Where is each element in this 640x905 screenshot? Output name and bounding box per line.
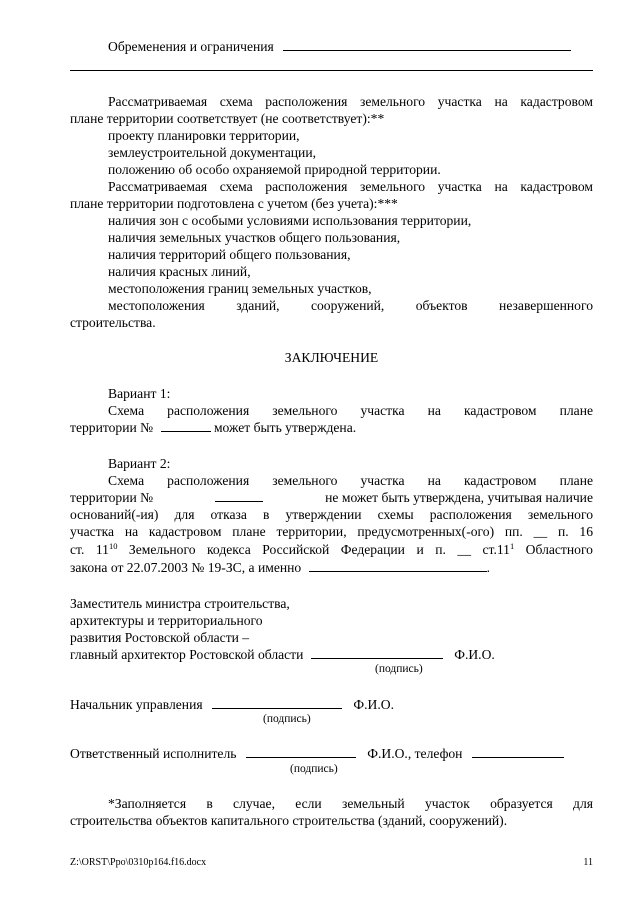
variant1-line2-start: территории №: [70, 420, 154, 435]
executor-phone-blank: [472, 745, 564, 758]
encumbrances-line: [108, 38, 593, 55]
encumbrances-label: Обременения и ограничения: [108, 39, 274, 54]
variant2-line5: [70, 541, 593, 558]
signature-caption: (подпись): [375, 663, 423, 675]
variant2-line2: [70, 489, 593, 506]
footnote-line1: *Заполняется в случае, если земельный участок образуется для: [108, 796, 593, 811]
variant2-line6-end: .: [486, 560, 491, 575]
compliance-item: положению об особо охраняемой природной территории.: [108, 162, 441, 177]
conclusion-title: ЗАКЛЮЧЕНИЕ: [284, 350, 379, 365]
variant2-line1: Схема расположения земельного участка на кадастровом плане: [108, 473, 593, 488]
compliance-item: землеустроительной документации,: [108, 145, 317, 160]
superscript-1: 1: [509, 541, 515, 551]
chief-architect-fio: Ф.И.О.: [454, 647, 495, 662]
signature-caption: (подпись): [290, 763, 338, 775]
superscript-10: 10: [108, 541, 118, 551]
variant1-line2-end: может быть утверждена.: [213, 420, 357, 435]
variant2-line3: оснований(-ия) для отказа в утверждении схемы расположения земельного: [70, 507, 593, 522]
deputy-title-line: Заместитель министра строительства,: [70, 596, 290, 611]
variant2-line6: [70, 559, 593, 576]
prepared-item: наличия красных линий,: [108, 264, 251, 279]
deputy-title-line: развития Ростовской области –: [70, 630, 250, 645]
variant2-line5-start: ст. 11: [70, 542, 109, 557]
reasons-blank: [309, 559, 487, 572]
executor-fio: Ф.И.О., телефон: [367, 746, 463, 761]
variant2-line5-end: Областного: [514, 542, 593, 557]
prepared-last-cont: строительства.: [70, 315, 156, 330]
head-fio: Ф.И.О.: [353, 697, 394, 712]
chief-architect-signature-blank: [311, 646, 443, 659]
executor-line: [70, 745, 593, 762]
prepared-item: наличия земельных участков общего пользования,: [108, 230, 401, 245]
prepared-item: наличия территорий общего пользования,: [108, 247, 351, 262]
variant2-line2-start: территории №: [70, 490, 154, 505]
variant2-line5-mid: Земельного кодекса Российской Федерации и п. __ ст.11: [117, 542, 510, 557]
encumbrances-rule: [70, 70, 593, 71]
prepared-item: местоположения границ земельных участков,: [108, 281, 372, 296]
page-number: 11: [583, 857, 593, 868]
head-label: Начальник управления: [70, 697, 203, 712]
prepared-cont: плане территории подготовлена с учетом (без учета):***: [70, 196, 398, 211]
variant1-label: Вариант 1:: [108, 386, 171, 401]
variant2-line4: участка на кадастровом плане территории, предусмотренных(-ого) пп. __ п. 16: [70, 524, 593, 539]
deputy-title-line: архитектуры и территориального: [70, 613, 263, 628]
variant2-number-blank: [215, 489, 263, 502]
chief-architect-label: главный архитектор Ростовской области: [70, 647, 304, 662]
prepared-lead: Рассматриваемая схема расположения земельного участка на кадастровом: [108, 179, 593, 194]
executor-label: Ответственный исполнитель: [70, 746, 237, 761]
head-line: [70, 696, 593, 713]
footer-file-path: Z:\ORST\Ppo\0310p164.f16.docx: [70, 857, 207, 868]
variant2-label: Вариант 2:: [108, 456, 171, 471]
variant2-line6-start: закона от 22.07.2003 № 19-ЗС, а именно: [70, 560, 302, 575]
variant1-line2: [70, 419, 593, 436]
prepared-item: наличия зон с особыми условиями использования территории,: [108, 213, 472, 228]
compliance-lead: Рассматриваемая схема расположения земельного участка на кадастровом: [108, 94, 593, 109]
footnote-line2: строительства объектов капитального строительства (зданий, сооружений).: [70, 813, 508, 828]
head-signature-blank: [212, 696, 342, 709]
compliance-item: проекту планировки территории,: [108, 128, 300, 143]
variant1-number-blank: [161, 419, 211, 432]
encumbrances-blank: [283, 38, 571, 51]
prepared-last-line: местоположения зданий, сооружений, объектов незавершенного: [108, 298, 593, 313]
signature-caption: (подпись): [263, 713, 311, 725]
compliance-cont: плане территории соответствует (не соответствует):**: [70, 111, 385, 126]
variant2-line2-end: не может быть утверждена, учитывая наличие: [325, 490, 593, 505]
chief-architect-line: [70, 646, 593, 663]
executor-signature-blank: [246, 745, 356, 758]
variant1-line1: Схема расположения земельного участка на кадастровом плане: [108, 403, 593, 418]
